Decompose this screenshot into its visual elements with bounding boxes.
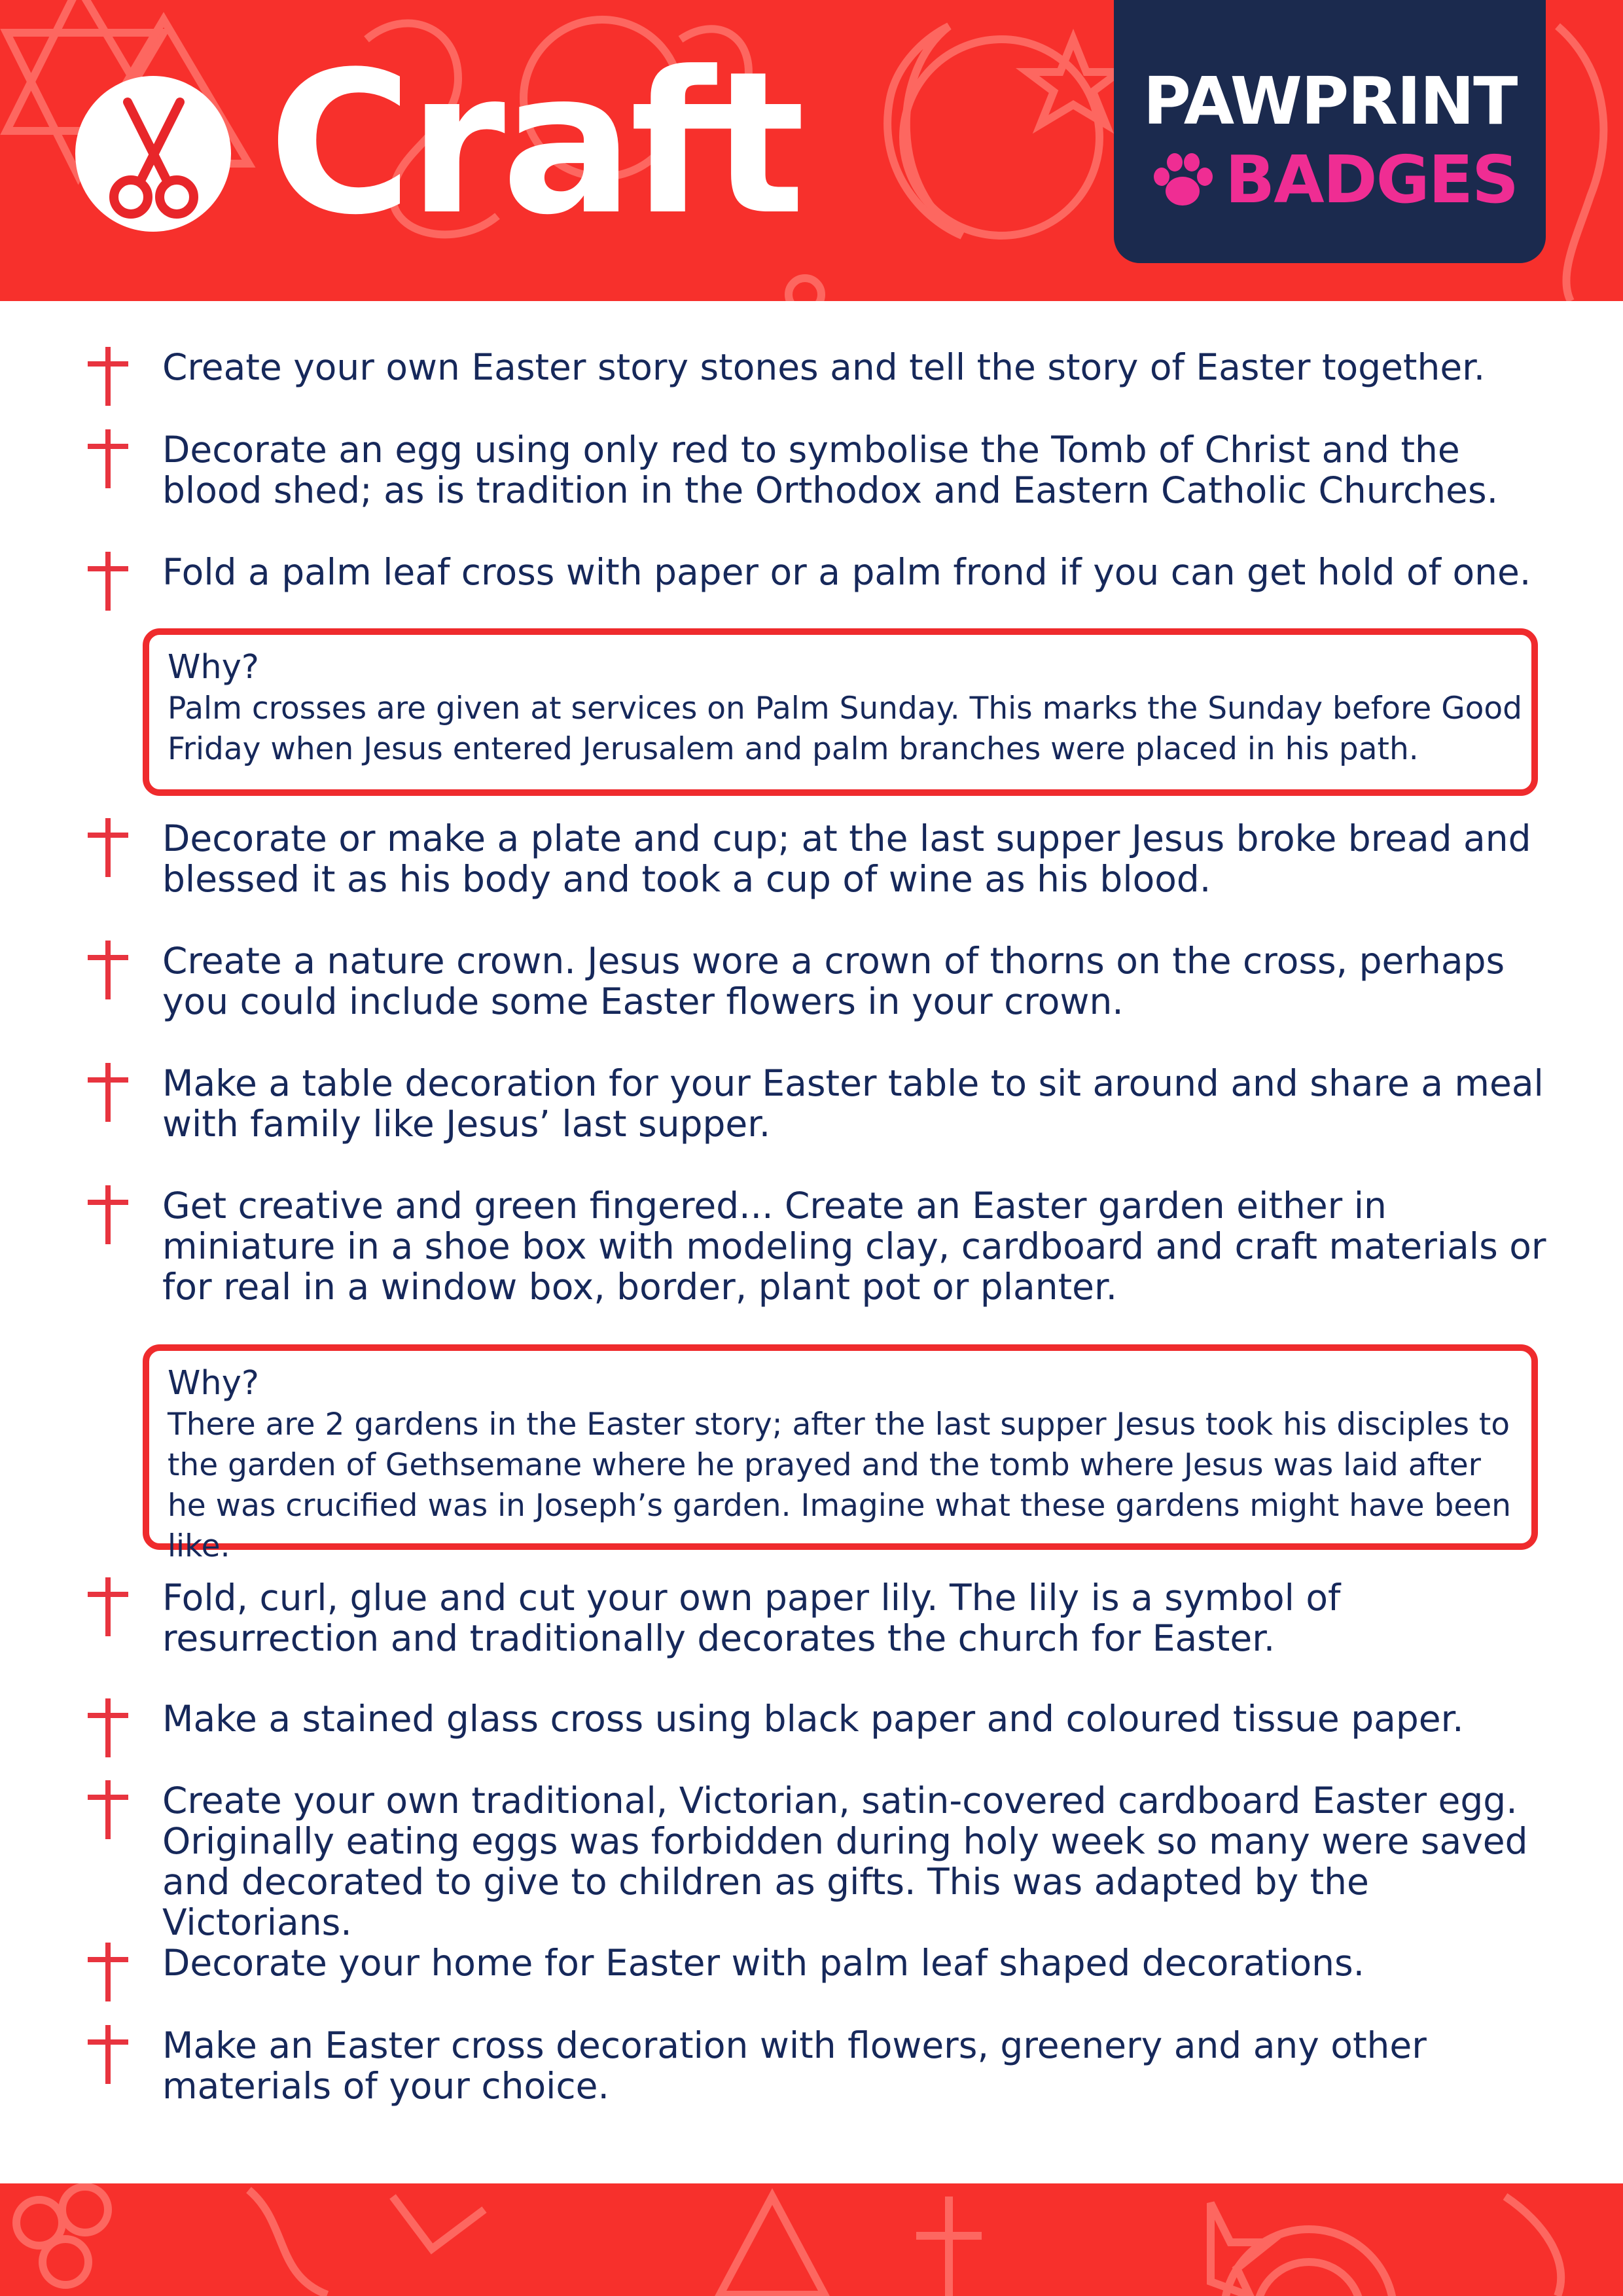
why-title: Why?: [168, 648, 260, 687]
craft-badge-circle: [75, 76, 231, 232]
pawprint-badges-logo: [1114, 0, 1546, 263]
header-banner: [0, 0, 1623, 301]
list-item-text: Create your own traditional, Victorian, satin-covered cardboard Easter egg. Originally eating eggs was forbidden during holy week so many were saved and decorated to give to children as gifts. This was adapted by the Victorians.: [162, 1780, 1528, 1943]
list-item-text: Create a nature crown. Jesus wore a crown of thorns on the cross, perhaps you could include some Easter flowers in your crown.: [162, 940, 1505, 1022]
decorative-pattern: [0, 2183, 1623, 2296]
paw-icon: [1150, 152, 1215, 211]
cross-icon: [88, 1698, 128, 1757]
list-item-text: Fold a palm leaf cross with paper or a palm frond if you can get hold of one.: [162, 551, 1531, 593]
page-title: Craft: [268, 29, 802, 258]
cross-icon: [88, 2025, 128, 2084]
why-title: Why?: [168, 1364, 260, 1403]
list-item-text: Get creative and green fingered... Create an Easter garden either in miniature in a shoe box with modeling clay, cardboard and craft materials or for real in a window box, border, plant pot or planter.: [162, 1185, 1546, 1308]
list-item-text: Decorate or make a plate and cup; at the last supper Jesus broke bread and blessed it as his body and took a cup of wine as his blood.: [162, 817, 1531, 900]
scissors-icon: [75, 76, 231, 232]
why-box: [143, 1344, 1538, 1564]
list-item-text: Decorate an egg using only red to symbolise the Tomb of Christ and the blood shed; as is tradition in the Orthodox and Eastern Catholic Churches.: [162, 429, 1499, 511]
cross-icon: [88, 1185, 128, 1244]
logo-line1: PAWPRINT: [1143, 63, 1517, 139]
list-item-text: Create your own Easter story stones and tell the story of Easter together.: [162, 346, 1486, 388]
cross-icon: [88, 429, 128, 488]
why-box: [143, 628, 1538, 796]
list-item-text: Make a stained glass cross using black paper and coloured tissue paper.: [162, 1698, 1464, 1740]
cross-icon: [88, 818, 128, 877]
cross-icon: [88, 552, 128, 611]
list-item-text: Decorate your home for Easter with palm leaf shaped decorations.: [162, 1942, 1365, 1984]
cross-icon: [88, 1780, 128, 1839]
cross-icon: [88, 941, 128, 999]
why-text: There are 2 gardens in the Easter story; after the last supper Jesus took his disciples to the garden of Gethsemane where he prayed and the tomb where Jesus was laid after he was crucified was in Joseph’s garden. Imagine what these gardens might have been like.: [168, 1407, 1511, 1564]
footer-banner: [0, 2183, 1623, 2296]
cross-icon: [88, 1577, 128, 1636]
cross-icon: [88, 347, 128, 406]
list-item-text: Make a table decoration for your Easter table to sit around and share a meal with family like Jesus’ last supper.: [162, 1062, 1544, 1145]
list-item-text: Fold, curl, glue and cut your own paper lily. The lily is a symbol of resurrection and traditionally decorates the church for Easter.: [162, 1577, 1341, 1659]
logo-line2: BADGES: [1225, 141, 1518, 218]
cross-icon: [88, 1063, 128, 1122]
why-text: Palm crosses are given at services on Palm Sunday. This marks the Sunday before Good Friday when Jesus entered Jerusalem and palm branches were placed in his path.: [168, 691, 1522, 767]
list-item-text: Make an Easter cross decoration with flowers, greenery and any other materials of your choice.: [162, 2024, 1427, 2107]
cross-icon: [88, 1943, 128, 2001]
